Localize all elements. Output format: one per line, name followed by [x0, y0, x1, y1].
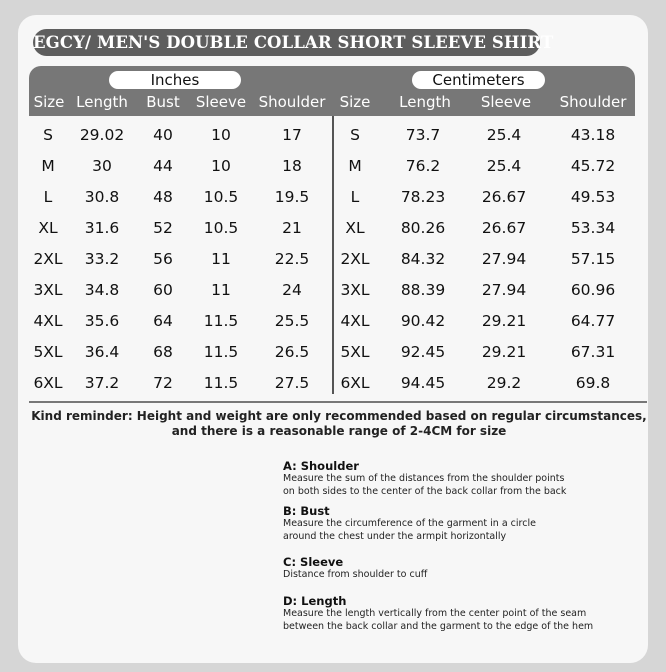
cell-shoulder-cm: 45.72: [570, 157, 616, 175]
cell-length-in: 29.02: [79, 126, 125, 144]
cell-bust-in: 40: [153, 126, 173, 144]
cell-shoulder-cm: 69.8: [575, 374, 611, 392]
inches-unit-label: Inches: [109, 71, 241, 89]
cell-length-cm: 78.23: [400, 188, 446, 206]
cell-size-in: 4XL: [33, 312, 63, 330]
cell-size-cm: L: [350, 188, 360, 206]
cell-length-in: 37.2: [84, 374, 120, 392]
cell-sleeve-cm: 26.67: [481, 188, 527, 206]
cell-size-cm: S: [350, 126, 360, 144]
cell-sleeve-in: 11.5: [203, 343, 239, 361]
cell-shoulder-cm: 49.53: [570, 188, 616, 206]
definition-shoulder: [283, 459, 643, 498]
cell-shoulder-cm: 43.18: [570, 126, 616, 144]
cell-size-cm: M: [348, 157, 362, 175]
cell-size-in: 3XL: [33, 281, 63, 299]
chart-title: EGCY/ MEN'S DOUBLE COLLAR SHORT SLEEVE SHIRT: [33, 29, 540, 56]
cell-size-cm: 3XL: [340, 281, 370, 299]
header-length-cm: Length: [399, 93, 451, 111]
header-shoulder-cm: Shoulder: [559, 93, 627, 111]
cell-shoulder-in: 24: [282, 281, 302, 299]
cell-size-cm: 5XL: [340, 343, 370, 361]
cell-bust-in: 72: [153, 374, 173, 392]
cell-sleeve-cm: 27.94: [481, 281, 527, 299]
cell-size-in: 6XL: [33, 374, 63, 392]
cell-length-cm: 88.39: [400, 281, 446, 299]
cell-size-in: XL: [38, 219, 58, 237]
cell-shoulder-cm: 64.77: [570, 312, 616, 330]
cell-shoulder-in: 22.5: [274, 250, 310, 268]
definition-title: D: Length: [283, 594, 347, 608]
cell-size-cm: 2XL: [340, 250, 370, 268]
header-bust-in: Bust: [146, 93, 180, 111]
cell-length-in: 30.8: [84, 188, 120, 206]
cell-shoulder-cm: 67.31: [570, 343, 616, 361]
cell-shoulder-in: 17: [282, 126, 302, 144]
definition-bust: [283, 504, 643, 543]
cell-bust-in: 60: [153, 281, 173, 299]
definition-desc: Measure the length vertically from the center point of the seam between the back collar and the garment to the edge of the hem: [283, 608, 594, 632]
cell-length-cm: 76.2: [405, 157, 441, 175]
cell-shoulder-in: 27.5: [274, 374, 310, 392]
cell-shoulder-cm: 60.96: [570, 281, 616, 299]
cell-shoulder-cm: 57.15: [570, 250, 616, 268]
cell-sleeve-cm: 26.67: [481, 219, 527, 237]
cell-length-cm: 84.32: [400, 250, 446, 268]
definition-title: A: Shoulder: [283, 459, 359, 473]
cell-bust-in: 68: [153, 343, 173, 361]
definition-desc: Measure the circumference of the garment in a circle around the chest under the armpit horizontally: [283, 518, 536, 542]
cell-size-cm: 4XL: [340, 312, 370, 330]
cell-length-cm: 92.45: [400, 343, 446, 361]
header-length-in: Length: [76, 93, 128, 111]
cell-shoulder-in: 26.5: [274, 343, 310, 361]
header-size-in: Size: [33, 93, 65, 111]
header-size-cm: Size: [339, 93, 371, 111]
definition-desc: Measure the sum of the distances from the shoulder points on both sides to the center of the back collar from the back: [283, 473, 567, 497]
cell-shoulder-in: 21: [282, 219, 302, 237]
cell-shoulder-in: 25.5: [274, 312, 310, 330]
cell-size-in: L: [43, 188, 53, 206]
cell-bust-in: 52: [153, 219, 173, 237]
reminder-line-1: Kind reminder: Height and weight are only recommended based on regular circumstances,: [31, 409, 647, 423]
cell-sleeve-in: 11: [211, 250, 231, 268]
header-sleeve-cm: Sleeve: [480, 93, 532, 111]
cell-sleeve-in: 11.5: [203, 312, 239, 330]
definition-desc: Distance from shoulder to cuff: [283, 569, 428, 580]
cell-length-in: 34.8: [84, 281, 120, 299]
cell-size-in: 5XL: [33, 343, 63, 361]
cell-length-cm: 73.7: [405, 126, 441, 144]
cell-length-in: 36.4: [84, 343, 120, 361]
cell-shoulder-cm: 53.34: [570, 219, 616, 237]
definition-title: B: Bust: [283, 504, 330, 518]
definition-sleeve: [283, 555, 643, 582]
cell-sleeve-cm: 29.2: [486, 374, 522, 392]
cell-sleeve-cm: 25.4: [486, 126, 522, 144]
cell-length-in: 31.6: [84, 219, 120, 237]
cell-bust-in: 56: [153, 250, 173, 268]
cell-sleeve-in: 11: [211, 281, 231, 299]
cell-size-in: M: [41, 157, 55, 175]
header-sleeve-in: Sleeve: [195, 93, 247, 111]
cell-length-in: 33.2: [84, 250, 120, 268]
cell-length-in: 35.6: [84, 312, 120, 330]
cell-sleeve-cm: 25.4: [486, 157, 522, 175]
cell-sleeve-in: 10: [211, 157, 231, 175]
cell-sleeve-cm: 29.21: [481, 343, 527, 361]
centimeters-unit-label: Centimeters: [412, 71, 545, 89]
cell-length-cm: 94.45: [400, 374, 446, 392]
cell-sleeve-in: 10.5: [203, 219, 239, 237]
cell-sleeve-cm: 27.94: [481, 250, 527, 268]
reminder-line-2: and there is a reasonable range of 2-4CM for size: [171, 424, 507, 438]
cell-bust-in: 44: [153, 157, 173, 175]
kind-reminder: [29, 409, 649, 439]
cell-sleeve-in: 10: [211, 126, 231, 144]
cell-size-in: 2XL: [33, 250, 63, 268]
cell-shoulder-in: 19.5: [274, 188, 310, 206]
cell-length-in: 30: [92, 157, 112, 175]
cell-length-cm: 90.42: [400, 312, 446, 330]
cell-size-cm: 6XL: [340, 374, 370, 392]
cell-bust-in: 64: [153, 312, 173, 330]
cell-size-in: S: [43, 126, 53, 144]
cell-sleeve-in: 11.5: [203, 374, 239, 392]
definition-length: [283, 594, 643, 633]
cell-bust-in: 48: [153, 188, 173, 206]
cell-length-cm: 80.26: [400, 219, 446, 237]
cell-size-cm: XL: [345, 219, 365, 237]
cell-sleeve-cm: 29.21: [481, 312, 527, 330]
section-divider: [29, 401, 647, 403]
header-shoulder-in: Shoulder: [258, 93, 326, 111]
cell-shoulder-in: 18: [282, 157, 302, 175]
cell-sleeve-in: 10.5: [203, 188, 239, 206]
table-vertical-divider: [332, 116, 334, 394]
definition-title: C: Sleeve: [283, 555, 344, 569]
